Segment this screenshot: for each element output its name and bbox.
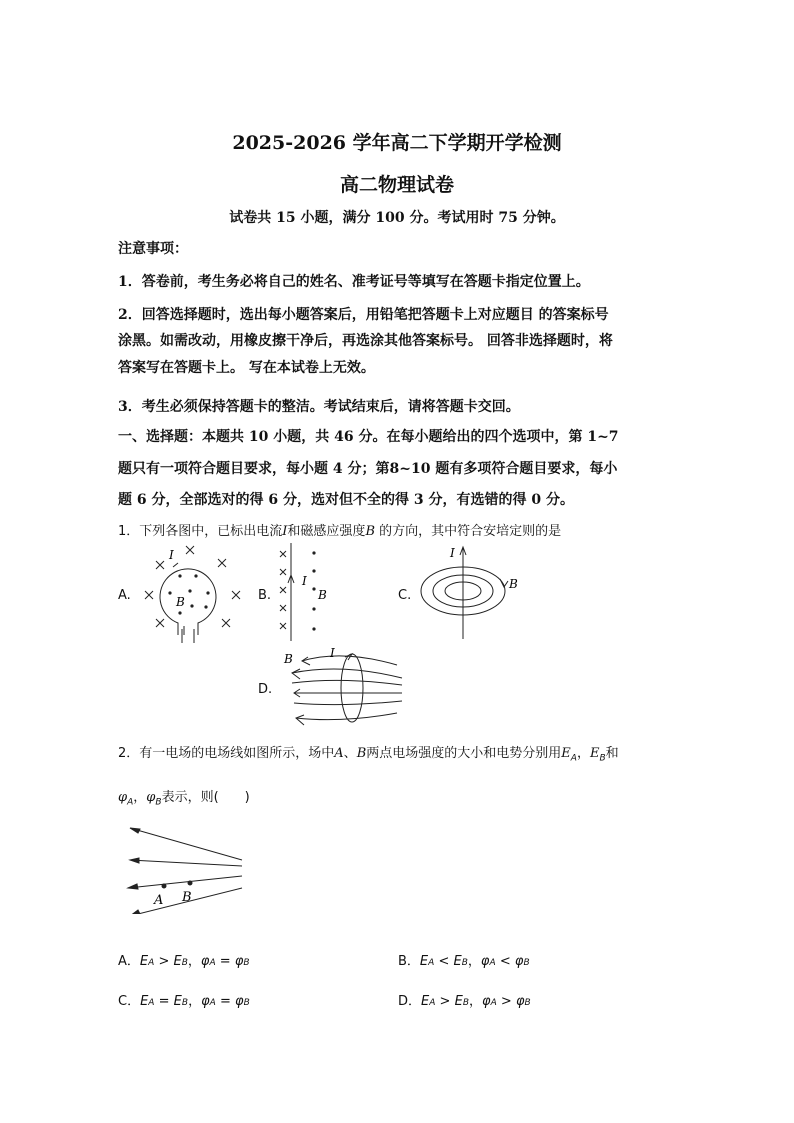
fig-c-field-label: B xyxy=(509,577,518,591)
section1-line3: 题 6 分，全部选对的得 6 分，选对但不全的得 3 分，有选错的得 0 分。 xyxy=(118,492,574,508)
section1-line1: 一、选择题：本题共 10 小题，共 46 分。在每小题给出的四个选项中，第 1~7 xyxy=(118,429,619,445)
note-1: 1．答卷前，考生务必将自己的姓名、准考证号等填写在答题卡指定位置上。 xyxy=(118,274,590,290)
q1-option-a-label: A. xyxy=(118,588,131,603)
note-2-line3: 答案写在答题卡上。 写在本试卷上无效。 xyxy=(118,360,375,376)
fig-c-current-label: I xyxy=(450,546,455,560)
q2-option-a[interactable]: A．EA > EB，φA = φB xyxy=(118,954,250,969)
q1-stem: 1．下列各图中，已标出电流I和磁感应强度B 的方向，其中符合安培定则的是 xyxy=(118,524,562,539)
note-2-line1: 2．回答选择题时，选出每小题答案后，用铅笔把答题卡上对应题目 的答案标号 xyxy=(118,307,609,323)
point-b-label: B xyxy=(182,890,192,905)
q2-stem-line1: 2．有一电场的电场线如图所示，场中A、B两点电场强度的大小和电势分别用$E_A$，$E_B$和 xyxy=(118,746,619,764)
q1-figure-a xyxy=(140,543,245,648)
q2-option-d[interactable]: D．EA > EB，φA > φB xyxy=(398,994,531,1009)
fig-d-field-label: B xyxy=(284,652,293,666)
q1-option-c-label: C. xyxy=(398,588,412,603)
q2-option-c[interactable]: C．EA = EB，φA = φB xyxy=(118,994,250,1009)
exam-meta: 试卷共 15 小题，满分 100 分。考试用时 75 分钟。 xyxy=(229,210,565,226)
cross-marks xyxy=(145,546,240,627)
note-3: 3．考生必须保持答题卡的整洁。考试结束后，请将答题卡交回。 xyxy=(118,399,520,415)
exam-subject: 高二物理试卷 xyxy=(339,174,454,196)
q2-field-lines-figure xyxy=(120,822,250,914)
fig-a-current-label: I xyxy=(169,548,174,562)
exam-title: 2025-2026 学年高二下学期开学检测 xyxy=(232,132,562,154)
fig-b-field-label: B xyxy=(318,588,327,602)
q2-stem-line2: $\varphi_A$，$\varphi_B$表示，则( ) xyxy=(118,790,250,808)
q1-option-d-label: D. xyxy=(258,682,273,697)
q2-option-b[interactable]: B．EA < EB，φA < φB xyxy=(398,954,530,969)
q1-figure-b xyxy=(278,543,338,643)
point-a-label: A xyxy=(154,893,164,908)
section1-line2: 题只有一项符合题目要求，每小题 4 分；第8~10 题有多项符合题目要求，每小 xyxy=(118,461,618,477)
q1-figure-d xyxy=(282,643,407,733)
fig-b-current-label: I xyxy=(302,574,307,588)
fig-d-current-label: I xyxy=(330,646,335,660)
q1-figure-c xyxy=(418,543,528,643)
q1-option-b-label: B. xyxy=(258,588,272,603)
fig-a-field-label: B xyxy=(176,595,185,609)
note-2-line2: 涂黑。如需改动，用橡皮擦干净后，再选涂其他答案标号。 回答非选择题时，将 xyxy=(118,333,613,349)
notes-heading: 注意事项： xyxy=(118,241,188,257)
